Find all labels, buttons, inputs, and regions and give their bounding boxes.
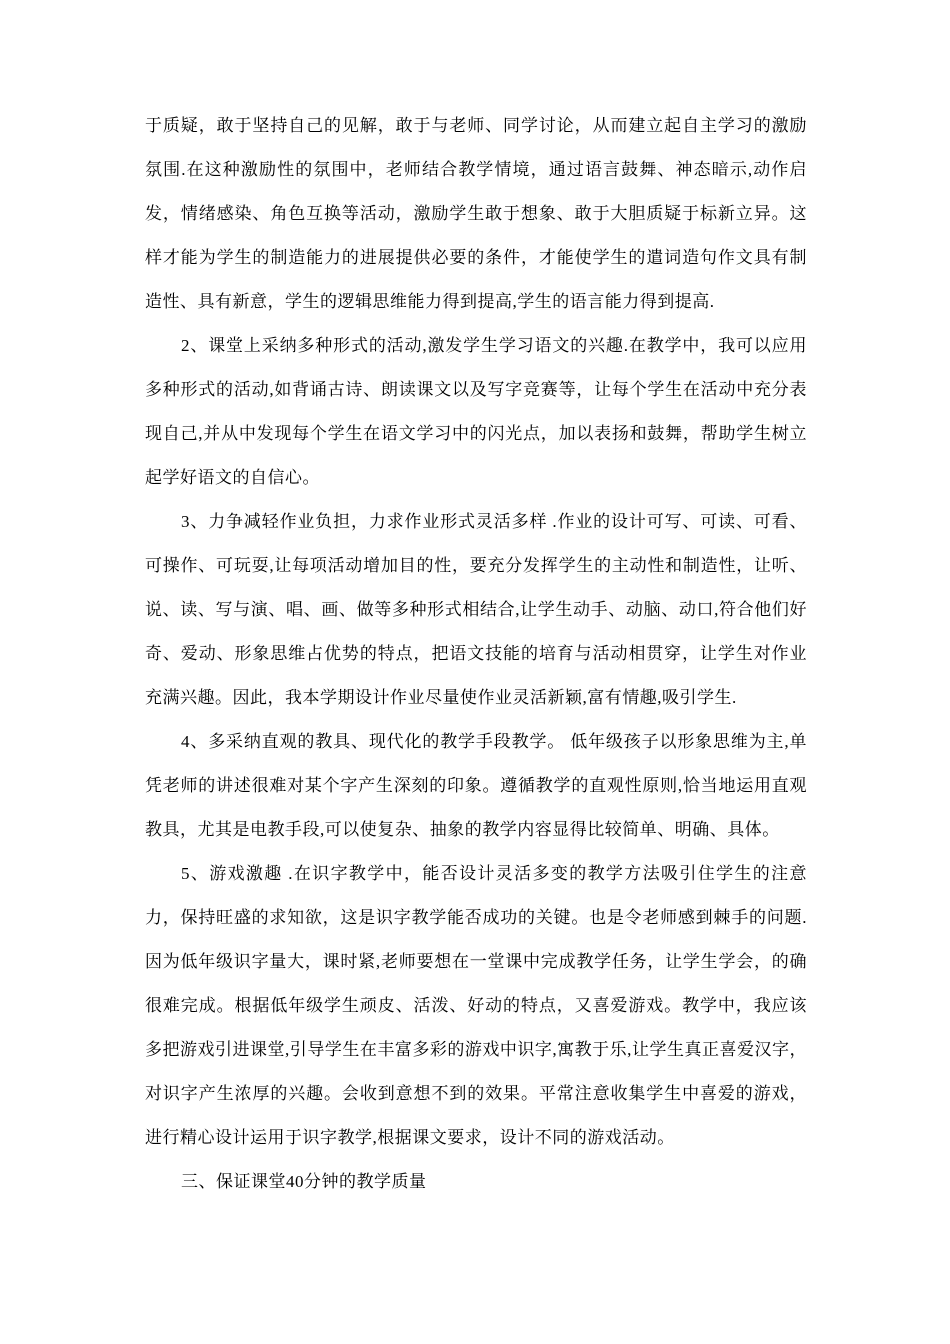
paragraph-point-3: 3、力争减轻作业负担，力求作业形式灵活多样 .作业的设计可写、可读、可看、可操作、可玩耍,让每项活动增加目的性，要充分发挥学生的主动性和制造性，让听、说、读、写与演、唱、画、做等多种形式相结合,让学生动手、动脑、动口,符合他们好奇、爱动、形象思维占优势的特点，把语文技能的培育与活动相贯穿，让学生对作业充满兴趣。因此，我本学期设计作业尽量使作业灵活新颖,富有情趣,吸引学生.: [145, 512, 807, 707]
paragraph-continuation: 于质疑，敢于坚持自己的见解，敢于与老师、同学讨论，从而建立起自主学习的激励氛围.在这种激励性的氛围中，老师结合教学情境，通过语言鼓舞、神态暗示,动作启发，情绪感染、角色互换等活动，激励学生敢于想象、敢于大胆质疑于标新立异。这样才能为学生的制造能力的进展提供必要的条件，才能使学生的遣词造句作文具有制造性、具有新意，学生的逻辑思维能力得到提高,学生的语言能力得到提高.: [145, 116, 807, 311]
paragraph-point-5: 5、游戏激趣 .在识字教学中，能否设计灵活多变的教学方法吸引住学生的注意力，保持旺盛的求知欲，这是识字教学能否成功的关键。也是令老师感到棘手的问题.因为低年级识字量大，课时紧,老师要想在一堂课中完成教学任务，让学生学会，的确很难完成。根据低年级学生顽皮、活泼、好动的特点，又喜爱游戏。教学中，我应该多把游戏引进课堂,引导学生在丰富多彩的游戏中识字,寓教于乐,让学生真正喜爱汉字，对识字产生浓厚的兴趣。会收到意想不到的效果。平常注意收集学生中喜爱的游戏，进行精心设计运用于识字教学,根据课文要求，设计不同的游戏活动。: [145, 864, 807, 1147]
paragraph-point-4: 4、多采纳直观的教具、现代化的教学手段教学。 低年级孩子以形象思维为主,单凭老师的讲述很难对某个字产生深刻的印象。遵循教学的直观性原则,恰当地运用直观教具，尤其是电教手段,可以使复杂、抽象的教学内容显得比较简单、明确、具体。: [145, 732, 807, 839]
paragraph-point-2: 2、课堂上采纳多种形式的活动,激发学生学习语文的兴趣.在教学中，我可以应用多种形式的活动,如背诵古诗、朗读课文以及写字竞赛等，让每个学生在活动中充分表现自己,并从中发现每个学生在语文学习中的闪光点，加以表扬和鼓舞，帮助学生树立起学好语文的自信心。: [145, 336, 807, 487]
section-heading-three: 三、保证课堂40分钟的教学质量: [181, 1172, 427, 1191]
